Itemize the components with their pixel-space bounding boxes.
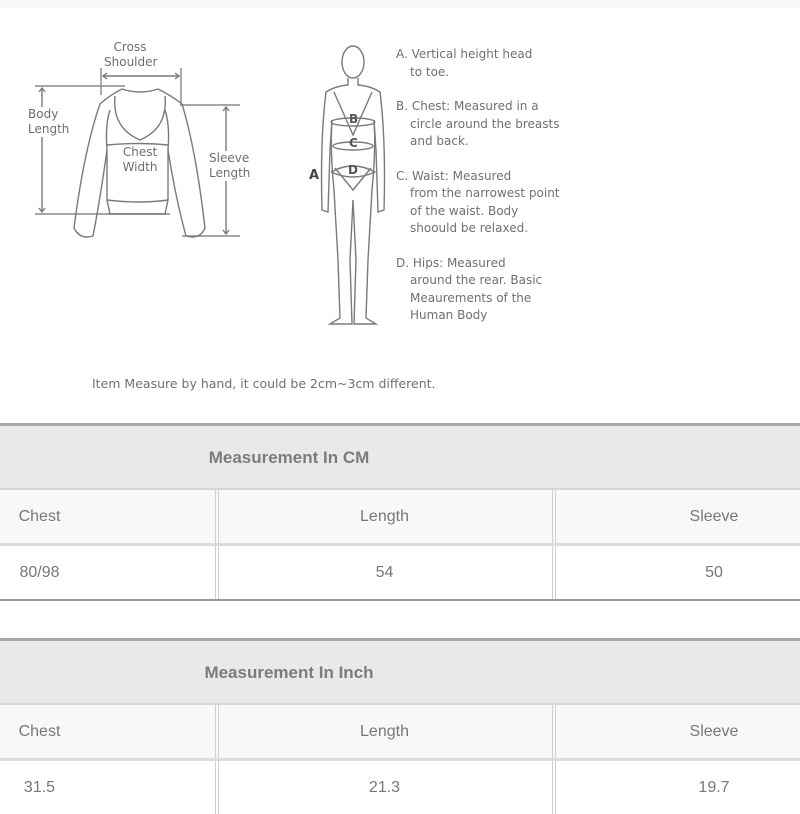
body-length-label (28, 107, 69, 137)
note-a-text: to toe. (410, 64, 450, 79)
header-length-label: Length (360, 722, 409, 740)
note-c-heading: C. Waist: Measured (396, 168, 512, 183)
table-bottom-border (0, 599, 800, 601)
table-title: Measurement In CM (208, 448, 370, 467)
header-chest (0, 705, 216, 758)
chest-width-label-line1: Chest (122, 145, 158, 159)
note-d (396, 255, 566, 325)
table-title-row (0, 426, 800, 490)
measurement-table-inch (0, 638, 800, 814)
note-d-heading: D. Hips: Measured (396, 255, 506, 270)
cross-shoulder-label-line1: Cross (113, 40, 147, 54)
value-sleeve-text: 19.7 (698, 778, 730, 796)
table-row (0, 761, 800, 814)
table-title-row (0, 641, 800, 705)
value-chest (0, 761, 216, 814)
header-chest-label: Chest (18, 722, 61, 740)
sleeve-length-label-line2: Length (209, 166, 251, 180)
sleeve-length-label (209, 151, 250, 181)
marker-c: C (349, 136, 358, 150)
note-d-text: around the rear. Basic Meaurements of the Human Body (410, 273, 543, 322)
value-sleeve (555, 761, 800, 814)
measurement-disclaimer: Item Measure by hand, it could be 2cm~3cm different. (92, 376, 436, 391)
header-sleeve-label: Sleeve (689, 722, 739, 740)
cross-shoulder-label-line2: Shoulder (104, 55, 158, 69)
note-a-heading: A. Vertical height head (396, 47, 533, 61)
value-chest (0, 546, 216, 599)
value-sleeve-text: 50 (705, 563, 723, 581)
value-chest-text: 31.5 (23, 778, 56, 796)
marker-d: D (348, 163, 358, 177)
header-chest (0, 490, 216, 543)
note-c (396, 168, 566, 238)
marker-a: A (309, 168, 320, 183)
value-chest-text: 80/98 (19, 563, 60, 581)
header-chest-label: Chest (18, 507, 61, 525)
note-b-heading: B. Chest: Measured in a (396, 99, 539, 113)
measurement-notes (396, 46, 566, 342)
body-length-label-line1: Body (28, 107, 59, 121)
table-title: Measurement In Inch (204, 663, 374, 682)
note-c-text: from the narrowest point of the waist. Body shoould be relaxed. (410, 186, 560, 235)
chest-width-label (117, 145, 163, 175)
value-length (218, 546, 553, 599)
note-b (396, 98, 566, 151)
sleeve-length-label-line1: Sleeve (209, 151, 250, 165)
header-length (218, 490, 553, 543)
header-sleeve (555, 705, 800, 758)
value-length (218, 761, 553, 814)
cross-shoulder-label (104, 40, 156, 70)
chest-width-label-line2: Width (122, 160, 158, 174)
note-a (396, 46, 566, 81)
header-length (218, 705, 553, 758)
header-sleeve-label: Sleeve (689, 507, 739, 525)
table-row (0, 546, 800, 599)
value-length-text: 54 (375, 563, 394, 581)
note-b-text: circle around the breasts and back. (410, 116, 560, 148)
header-length-label: Length (360, 507, 409, 525)
table-header-row (0, 705, 800, 761)
measurement-table-cm (0, 423, 800, 601)
header-sleeve (555, 490, 800, 543)
value-length-text: 21.3 (368, 778, 401, 796)
value-sleeve (555, 546, 800, 599)
table-header-row (0, 490, 800, 546)
body-length-label-line2: Length (28, 122, 70, 136)
marker-b: B (349, 112, 359, 126)
